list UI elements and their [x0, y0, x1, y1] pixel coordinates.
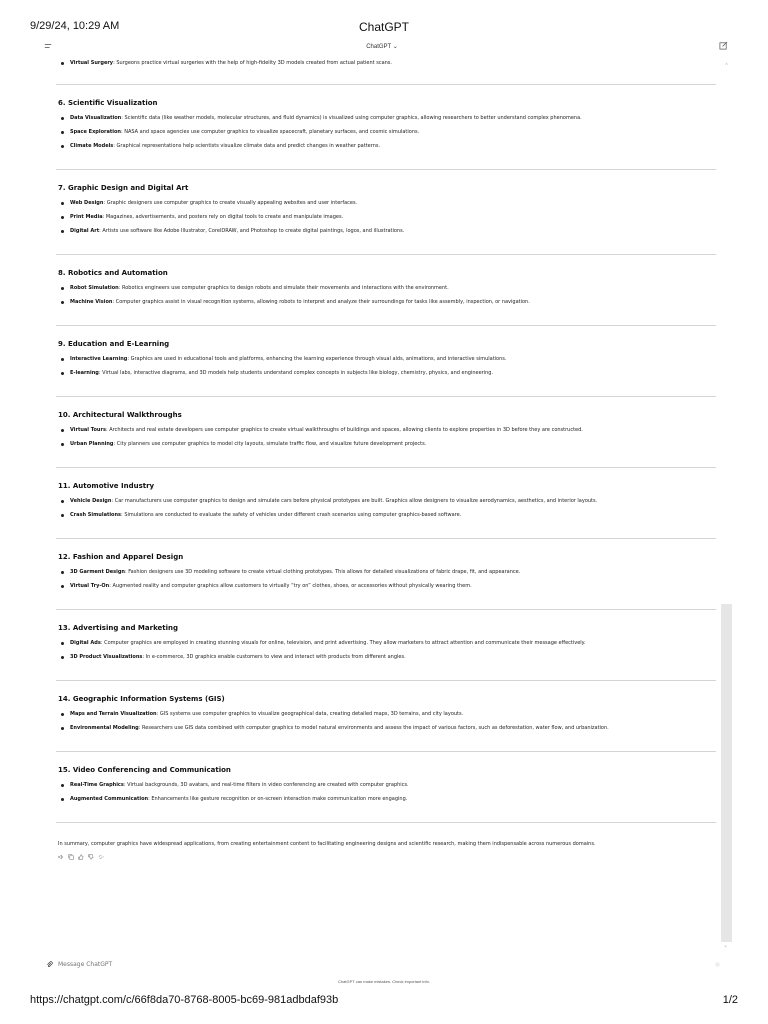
- bullet-icon: [61, 230, 64, 233]
- scrollbar-thumb[interactable]: [721, 604, 732, 942]
- message-composer: [46, 960, 726, 972]
- bullet-icon: [61, 656, 64, 659]
- print-title: ChatGPT: [358, 20, 409, 34]
- list-item: [58, 143, 678, 150]
- section-heading: 13. Advertising and Marketing: [58, 624, 179, 632]
- item-description: : Augmented reality and computer graphics allow customers to virtually “try on” clothes, shoes, or accessories without physically wearing them.: [109, 583, 472, 589]
- bullet-icon: [61, 202, 64, 205]
- print-datetime: 9/29/24, 10:29 AM: [30, 20, 120, 32]
- bullet-icon: [61, 500, 64, 503]
- list-item: [58, 569, 678, 576]
- content-section: [58, 751, 678, 803]
- section-heading: 7. Graphic Design and Digital Art: [58, 184, 189, 192]
- section-divider: [56, 396, 716, 397]
- content-section: [58, 396, 678, 448]
- bullet-icon: [61, 784, 64, 787]
- item-description: : Virtual backgrounds, 3D avatars, and real-time filters in video conferencing are created with computer graphics.: [123, 782, 409, 788]
- list-item: [58, 512, 678, 519]
- item-description: : Virtual labs, interactive diagrams, and 3D models help students understand complex concepts in subjects like biology, chemistry, physics, and engineering.: [98, 370, 494, 376]
- bullet-icon: [61, 131, 64, 134]
- section-heading: 15. Video Conferencing and Communication: [58, 766, 231, 774]
- item-term: Virtual Surgery: [70, 60, 114, 66]
- bullet-icon: [61, 287, 64, 290]
- section-heading: 12. Fashion and Apparel Design: [58, 553, 184, 561]
- section-divider: [56, 680, 716, 681]
- item-description: : Enhancements like gesture recognition or on-screen interaction make communication more engaging.: [148, 796, 408, 802]
- section-heading: 10. Architectural Walkthroughs: [58, 411, 182, 419]
- item-term: Environmental Modeling: [70, 725, 139, 731]
- item-term: Machine Vision: [70, 299, 113, 305]
- thumbs-up-icon[interactable]: [78, 854, 84, 860]
- list-item: [58, 129, 678, 136]
- item-term: Vehicle Design: [70, 498, 112, 504]
- section-heading: 6. Scientific Visualization: [58, 99, 158, 107]
- item-description: : Computer graphics assist in visual recognition systems, allowing robots to interpret and analyze their surroundings for tasks like assembly, inspection, or navigation.: [112, 299, 530, 305]
- bullet-icon: [61, 216, 64, 219]
- bullet-icon: [61, 443, 64, 446]
- list-item: [58, 299, 678, 306]
- list-item: [58, 441, 678, 448]
- section-divider: [56, 822, 716, 823]
- bullet-icon: [61, 145, 64, 148]
- section-divider: [56, 254, 716, 255]
- content-section: [58, 254, 678, 306]
- item-term: 3D Product Visualizations: [70, 654, 143, 660]
- section-heading: 9. Education and E-Learning: [58, 340, 170, 348]
- summary-paragraph: In summary, computer graphics have widespread applications, from creating entertainment content to facilitating engineering designs and scientific research, making them indispensable across numerous domains.: [58, 841, 596, 847]
- item-term: Climate Models: [70, 143, 114, 149]
- item-description: : GIS systems use computer graphics to visualize geographical data, creating detailed maps, 3D terrains, and city layouts.: [156, 711, 464, 717]
- item-term: Print Media: [70, 214, 103, 220]
- list-item: [58, 711, 678, 718]
- section-divider: [56, 84, 716, 85]
- bullet-icon: [61, 301, 64, 304]
- model-switcher[interactable]: ChatGPT ⌄: [366, 44, 398, 50]
- speaker-icon[interactable]: [58, 854, 64, 860]
- section-divider: [56, 467, 716, 468]
- item-description: : Surgeons practice virtual surgeries with the help of high-fidelity 3D models created from actual patient scans.: [113, 60, 392, 66]
- content-section: [58, 467, 678, 519]
- new-chat-icon[interactable]: [719, 41, 728, 50]
- item-term: Space Exploration: [70, 129, 121, 135]
- item-description: : Magazines, advertisements, and posters rely on digital tools to create and manipulate images.: [102, 214, 344, 220]
- item-term: Interactive Learning: [70, 356, 128, 362]
- item-description: : Car manufacturers use computer graphics to design and simulate cars before physical prototypes are built. Graphics allow designers to visualize aerodynamics, aesthetics, and interior layouts.: [111, 498, 598, 504]
- attach-icon[interactable]: [46, 961, 53, 968]
- list-item: [58, 200, 678, 207]
- item-term: Robot Simulation: [70, 285, 119, 291]
- section-heading: 11. Automotive Industry: [58, 482, 155, 490]
- content-section: [58, 325, 678, 377]
- bullet-icon: [61, 358, 64, 361]
- list-item: [58, 498, 678, 505]
- chat-topbar: [36, 40, 728, 56]
- item-description: : Graphical representations help scientists visualize climate data and predict changes in weather patterns.: [113, 143, 381, 149]
- item-term: Virtual Try-On: [70, 583, 110, 589]
- bullet-icon: [61, 429, 64, 432]
- print-url: https://chatgpt.com/c/66f8da70-8768-8005-bc69-981adbdaf93b: [30, 994, 339, 1006]
- content-section: [58, 680, 678, 732]
- scroll-up-arrow[interactable]: ^: [725, 63, 728, 69]
- item-description: : Graphics are used in educational tools and platforms, enhancing the learning experience through visual aids, animations, and interactive simulations.: [127, 356, 507, 362]
- item-term: 3D Garment Design: [70, 569, 125, 575]
- list-item: [58, 228, 678, 235]
- item-description: : Architects and real estate developers use computer graphics to create virtual walkthroughs of buildings and spaces, allowing clients to explore properties in 3D before they are constructed.: [105, 427, 583, 433]
- bullet-icon: [61, 514, 64, 517]
- section-heading: 8. Robotics and Automation: [58, 269, 168, 277]
- item-description: : Scientific data (like weather models, molecular structures, and fluid dynamics) is visualized using computer graphics, allowing researchers to better understand complex phenomena.: [121, 115, 582, 121]
- item-term: Augmented Communication: [70, 796, 149, 802]
- copy-icon[interactable]: [68, 854, 74, 860]
- bullet-icon: [61, 571, 64, 574]
- section-heading: 14. Geographic Information Systems (GIS): [58, 695, 225, 703]
- list-item: [58, 356, 678, 363]
- list-item: [58, 796, 678, 803]
- print-page-number: 1/2: [722, 994, 738, 1006]
- item-description: : Researchers use GIS data combined with computer graphics to model natural environments and assess the impact of various factors, such as deforestation, water flow, and urbanization.: [138, 725, 609, 731]
- bullet-icon: [61, 798, 64, 801]
- item-description: : Graphic designers use computer graphics to create visually appealing websites and user interfaces.: [103, 200, 358, 206]
- item-term: Urban Planning: [70, 441, 114, 447]
- item-term: Data Visualization: [70, 115, 122, 121]
- section-divider: [56, 169, 716, 170]
- list-item: [58, 654, 678, 661]
- item-term: Real-Time Graphics: [70, 782, 124, 788]
- bullet-icon: [61, 727, 64, 730]
- item-term: Digital Art: [70, 228, 100, 234]
- bullet-icon: [61, 372, 64, 375]
- bullet-icon: [61, 642, 64, 645]
- list-item: [58, 725, 678, 732]
- list-item: [58, 285, 678, 292]
- scroll-down-arrow[interactable]: ⌄: [722, 943, 728, 949]
- item-term: Maps and Terrain Visualization: [70, 711, 157, 717]
- bullet-icon: [61, 585, 64, 588]
- item-term: E-learning: [70, 370, 99, 376]
- item-description: : City planners use computer graphics to model city layouts, simulate traffic flow, and visualize future development projects.: [113, 441, 427, 447]
- item-term: Web Design: [70, 200, 104, 206]
- section-divider: [56, 325, 716, 326]
- bullet-icon: [61, 117, 64, 120]
- item-term: Virtual Tours: [70, 427, 106, 433]
- send-icon[interactable]: [715, 962, 720, 967]
- item-description: : Computer graphics are employed in creating stunning visuals for online, television, and print advertising. They allow marketers to attract attention and communicate their message effectively.: [100, 640, 586, 646]
- message-actions: [58, 854, 678, 860]
- regenerate-icon[interactable]: [98, 854, 104, 860]
- item-description: : Fashion designers use 3D modeling software to create virtual clothing prototypes. This allows for detailed visualizations of fabric drape, fit, and appearance.: [124, 569, 521, 575]
- item-description: : NASA and space agencies use computer graphics to visualize spacecraft, planetary surfaces, and cosmic simulations.: [120, 129, 420, 135]
- list-item: [58, 782, 678, 789]
- list-item: [58, 583, 678, 590]
- list-item: [58, 370, 678, 377]
- content-section: [58, 169, 678, 235]
- disclaimer: ChatGPT can make mistakes. Check important info.: [338, 979, 430, 984]
- list-item: [58, 640, 678, 647]
- item-description: : Robotics engineers use computer graphics to design robots and simulate their movements and interactions with the environment.: [118, 285, 449, 291]
- list-item: [58, 60, 678, 67]
- content-section: [58, 84, 678, 150]
- chat-message: [58, 58, 678, 860]
- section-divider: [56, 751, 716, 752]
- item-description: : Artists use software like Adobe Illustrator, CorelDRAW, and Photoshop to create digital paintings, logos, and illustrations.: [99, 228, 405, 234]
- item-description: : In e-commerce, 3D graphics enable customers to view and interact with products from different angles.: [142, 654, 406, 660]
- message-input[interactable]: [58, 961, 458, 968]
- item-description: : Simulations are conducted to evaluate the safety of vehicles under different crash scenarios using computer graphics-based software.: [121, 512, 462, 518]
- bullet-icon: [61, 713, 64, 716]
- item-term: Crash Simulations: [70, 512, 122, 518]
- sections-list: [58, 84, 678, 823]
- section-divider: [56, 538, 716, 539]
- content-section: [58, 538, 678, 590]
- thumbs-down-icon[interactable]: [88, 854, 94, 860]
- list-item: [58, 214, 678, 221]
- item-term: Digital Ads: [70, 640, 101, 646]
- list-item: [58, 427, 678, 434]
- section-divider: [56, 609, 716, 610]
- content-section: [58, 609, 678, 661]
- bullet-icon: [61, 62, 64, 65]
- list-item: [58, 115, 678, 122]
